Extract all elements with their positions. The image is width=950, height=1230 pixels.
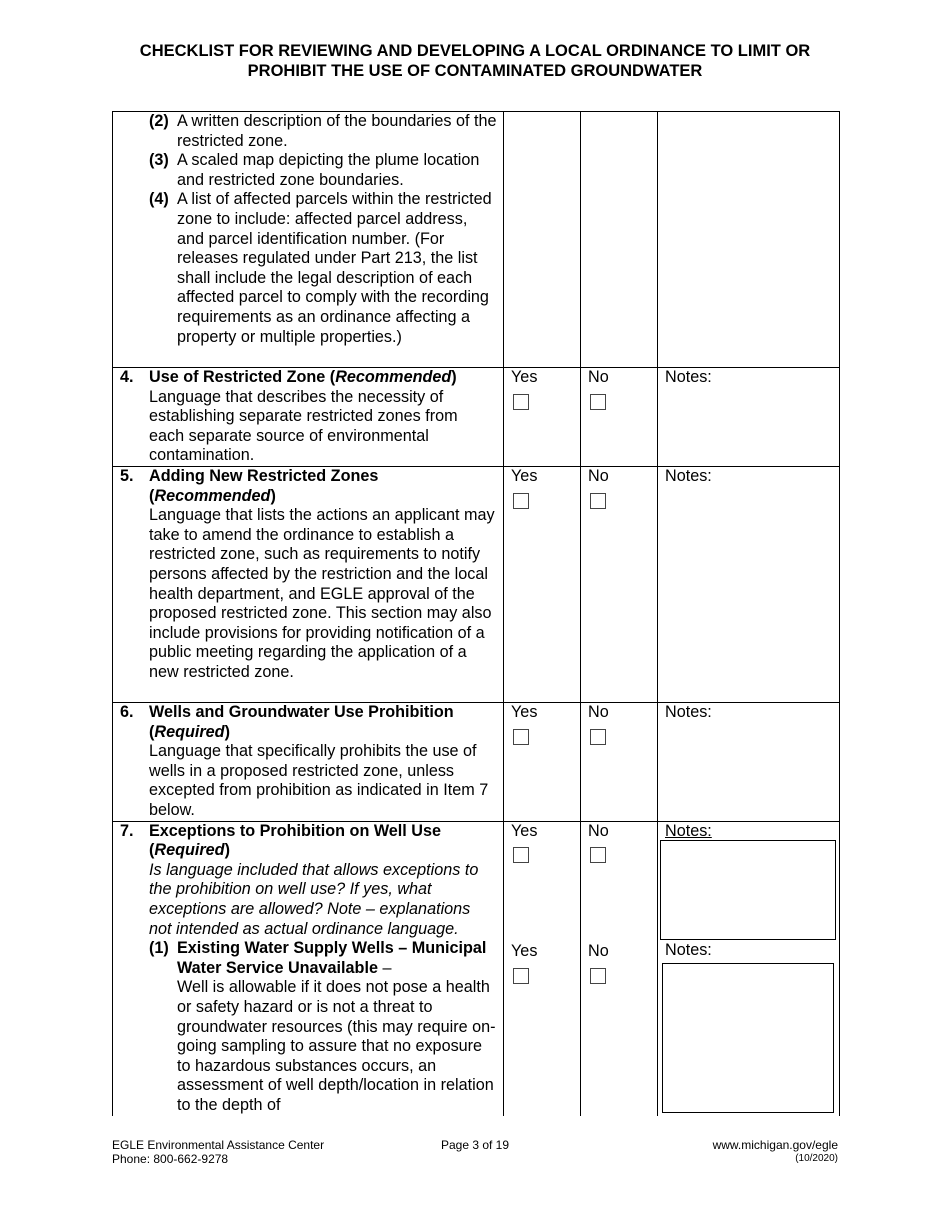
- yes-checkbox[interactable]: [513, 729, 529, 745]
- item-cell: 4. Use of Restricted Zone (Recommended) Language that describes the necessity of establishing separate restricted zones from each separate source of environmental contamination.: [113, 368, 504, 467]
- item-guidance: Is language included that allows exceptions to the prohibition on well use? If yes, what exceptions are allowed? Note – explanations not intended as actual ordinance language.: [149, 860, 479, 938]
- no-cell: [581, 112, 658, 368]
- item-number: 6.: [120, 703, 134, 721]
- item-title: Wells and Groundwater Use Prohibition: [149, 703, 454, 721]
- footer-website: [713, 1138, 838, 1166]
- yes-label: Yes: [511, 821, 538, 840]
- no-checkbox[interactable]: [590, 968, 606, 984]
- yes-checkbox[interactable]: [513, 394, 529, 410]
- yes-cell: [504, 703, 581, 822]
- yes-label: Yes: [511, 368, 538, 386]
- no-cell: [581, 368, 658, 467]
- table-row: [113, 112, 840, 368]
- page-number: Page 3 of 19: [440, 1138, 510, 1152]
- footer-revision-date: (10/2020): [795, 1153, 838, 1164]
- sub-item-text: A written description of the boundaries of the restricted zone.: [177, 112, 497, 150]
- no-label: No: [588, 368, 609, 386]
- sub-item-title: Existing Water Supply Wells – Municipal Water Service Unavailable: [177, 939, 487, 977]
- document-title-line-2: PROHIBIT THE USE OF CONTAMINATED GROUNDWATER: [247, 62, 703, 80]
- requirement-level: Recommended: [335, 368, 452, 386]
- document-title: [0, 41, 950, 81]
- requirement-level: Required: [154, 722, 225, 741]
- item-description: Language that describes the necessity of establishing separate restricted zones from each separate source of environmental contamination.: [149, 387, 458, 465]
- footer-org: EGLE Environmental Assistance Center: [112, 1138, 325, 1152]
- no-checkbox[interactable]: [590, 394, 606, 410]
- no-label: No: [588, 942, 609, 961]
- no-checkbox[interactable]: [590, 729, 606, 745]
- yes-label: Yes: [511, 467, 538, 485]
- item-title: Use of Restricted Zone (: [149, 368, 336, 386]
- item-cell: [113, 112, 504, 368]
- notes-cell[interactable]: [658, 368, 840, 467]
- no-label: No: [588, 703, 609, 721]
- notes-text-box[interactable]: [660, 840, 836, 940]
- item-title: Adding New Restricted Zones: [149, 467, 379, 485]
- sub-item-text: A list of affected parcels within the restricted zone to include: affected parcel address, and parcel identification number. (For releases regulated under Part 213, the list shall include the legal description of each affected parcel to comply with the recording requirements as an ordinance affecting a property or multiple properties.): [177, 190, 492, 346]
- notes-label: Notes:: [665, 467, 712, 485]
- sub-item: (2) A written description of the boundaries of the restricted zone.: [149, 112, 497, 150]
- item-cell: 5. Adding New Restricted Zones (Recommended) Language that lists the actions an applicant may take to amend the ordinance to establish a restricted zone, such as requirements to notify persons affected by the restriction and the local health department, and EGLE approval of the proposed restricted zone. This section may also include provisions for providing notification of a public meeting regarding the application of a new restricted zone.: [113, 467, 504, 703]
- yes-cell: [504, 112, 581, 368]
- sub-item: (1) Existing Water Supply Wells – Municipal Water Service Unavailable – Well is allowable if it does not pose a health or safety hazard or is not a threat to groundwater resources (this may require on-going sampling to assure that no exposure to hazardous substances occurs, an assessment of well depth/location in relation to the depth of: [149, 939, 496, 1114]
- item-description: Language that lists the actions an applicant may take to amend the ordinance to establish a restricted zone, such as requirements to notify persons affected by the restriction and the local health department, and EGLE approval of the proposed restricted zone. This section may also include provisions for providing notification of a public meeting regarding the application of a new restricted zone.: [149, 506, 495, 681]
- sub-item-text: A scaled map depicting the plume location and restricted zone boundaries.: [177, 151, 480, 189]
- item-description: Language that specifically prohibits the use of wells in a proposed restricted zone, unless excepted from prohibition as indicated in Item 7 below.: [149, 742, 489, 819]
- item-number: 7.: [120, 821, 134, 840]
- item-cell: 7. Exceptions to Prohibition on Well Use (Required) Is language included that allows exceptions to the prohibition on well use? If yes, what exceptions are allowed? Note – explanations not intended as actual ordinance language. (1) Existing Water Supply Wells – Municipal Water Service Unavailable – Well is allowable if it does not pose a health or safety hazard or is not a threat to groundwater resources (this may require on-going sampling to assure that no exposure to hazardous substances occurs, an assessment of well depth/location in relation to the depth of: [113, 821, 504, 1116]
- requirement-level: Required: [154, 841, 225, 860]
- notes-cell: [658, 112, 840, 368]
- table-row: [113, 368, 840, 467]
- notes-label: Notes:: [665, 703, 712, 721]
- yes-label: Yes: [511, 942, 538, 961]
- requirement-level: Recommended: [154, 486, 271, 505]
- table-row: [113, 703, 840, 822]
- table-row: [113, 467, 840, 703]
- notes-label: Notes:: [665, 821, 712, 840]
- yes-cell: [504, 467, 581, 703]
- yes-cell: [504, 368, 581, 467]
- item-number: 4.: [120, 368, 134, 386]
- notes-cell[interactable]: [658, 467, 840, 703]
- item-number: 5.: [120, 467, 134, 485]
- no-cell: [581, 703, 658, 822]
- sub-item: (3) A scaled map depicting the plume location and restricted zone boundaries.: [149, 151, 480, 189]
- yes-checkbox[interactable]: [513, 493, 529, 509]
- no-label: No: [588, 467, 609, 485]
- notes-label: Notes:: [665, 368, 712, 386]
- yes-checkbox[interactable]: [513, 968, 529, 984]
- document-title-line-1: CHECKLIST FOR REVIEWING AND DEVELOPING A LOCAL ORDINANCE TO LIMIT OR: [139, 42, 811, 60]
- no-cell: [581, 821, 658, 1116]
- footer-phone: Phone: 800-662-9278: [112, 1152, 229, 1166]
- sub-item: (4) A list of affected parcels within the restricted zone to include: affected parcel address, and parcel identification number. (For releases regulated under Part 213, the list shall include the legal description of each affected parcel to comply with the recording requirements as an ordinance affecting a property or multiple properties.): [149, 190, 492, 346]
- notes-cell[interactable]: [658, 703, 840, 822]
- no-checkbox[interactable]: [590, 493, 606, 509]
- no-cell: [581, 467, 658, 703]
- item-cell: 6. Wells and Groundwater Use Prohibition (Required) Language that specifically prohibits the use of wells in a proposed restricted zone, unless excepted from prohibition as indicated in Item 7 below.: [113, 703, 504, 822]
- notes-label: Notes:: [665, 941, 712, 960]
- sub-item-text: Well is allowable if it does not pose a health or safety hazard or is not a threat to groundwater resources (this may require on-going sampling to assure that no exposure to hazardous substances occurs, an assessment of well depth/location in relation to the depth of: [177, 978, 496, 1114]
- footer-url: www.michigan.gov/egle: [712, 1138, 838, 1152]
- yes-label: Yes: [511, 703, 538, 721]
- notes-text-box[interactable]: [662, 963, 834, 1113]
- no-checkbox[interactable]: [590, 847, 606, 863]
- no-label: No: [588, 821, 609, 840]
- yes-cell: [504, 821, 581, 1116]
- yes-checkbox[interactable]: [513, 847, 529, 863]
- item-title: Exceptions to Prohibition on Well Use: [149, 821, 441, 840]
